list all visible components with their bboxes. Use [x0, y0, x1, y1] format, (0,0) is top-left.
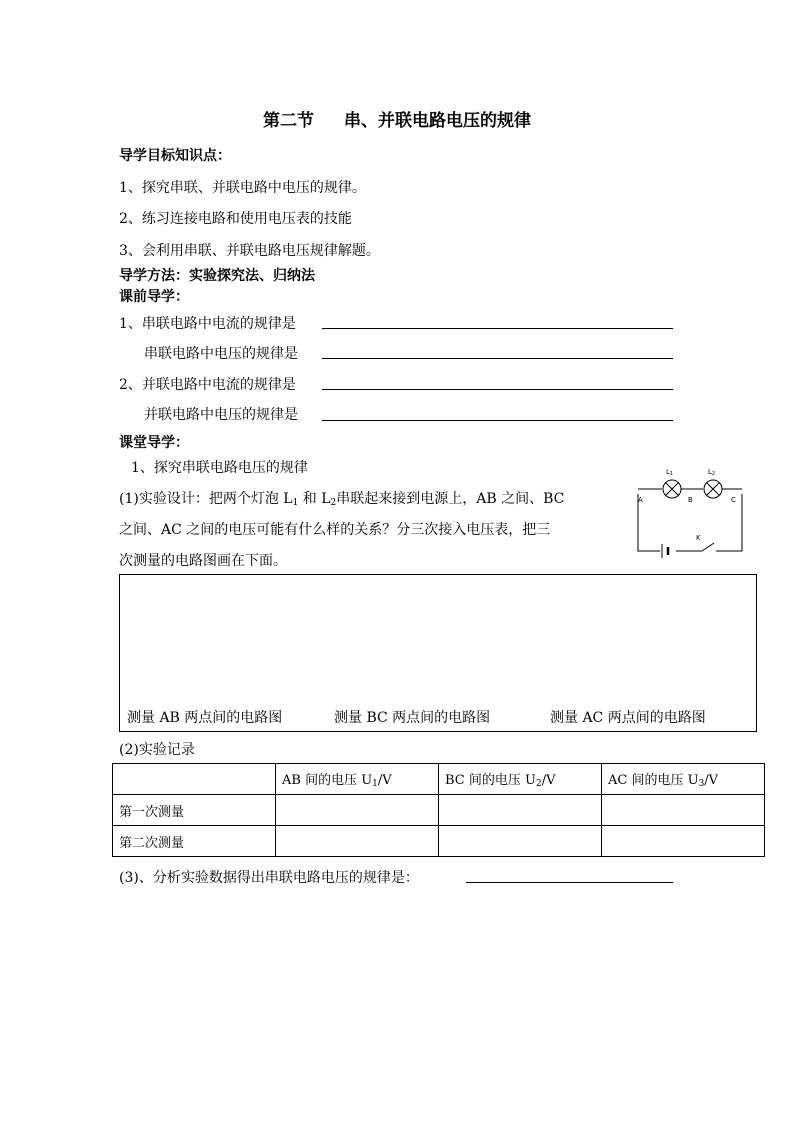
answer-blank[interactable]: [466, 882, 673, 883]
objective-item: 2、练习连接电路和使用电压表的技能: [119, 211, 352, 227]
drawbox-label: 测量 BC 两点间的电路图: [334, 710, 491, 726]
drawbox-label: 测量 AC 两点间的电路图: [550, 710, 706, 726]
svg-text:L2: L2: [708, 468, 716, 477]
table-row: [113, 826, 765, 857]
table-cell[interactable]: [276, 826, 439, 857]
table-cell[interactable]: [439, 826, 602, 857]
answer-blank[interactable]: [322, 420, 673, 421]
answer-blank[interactable]: [322, 328, 673, 329]
table-header-cell: AC 间的电压 $U_3/V$: [602, 764, 765, 795]
preclass-q2b: 并联电路中电压的规律是: [144, 407, 298, 423]
objective-item: 1、探究串联、并联电路中电压的规律。: [119, 180, 366, 196]
svg-text:A: A: [638, 496, 643, 504]
table-header-row: [113, 764, 765, 795]
table-row: [113, 795, 765, 826]
record-heading: (2)实验记录: [119, 742, 195, 758]
table-header-cell: [113, 764, 276, 795]
method-heading: 导学方法：实验探究法、归纳法: [119, 268, 315, 284]
classroom-heading: 课堂导学：: [119, 435, 189, 451]
row-label: 第二次测量: [113, 826, 276, 857]
analysis-question: (3)、分析实验数据得出串联电路电压的规律是：: [119, 870, 419, 886]
circuit-diagram: [630, 464, 750, 564]
preclass-q1b: 串联电路中电压的规律是: [144, 346, 298, 362]
table-cell[interactable]: [439, 795, 602, 826]
table-cell[interactable]: [602, 795, 765, 826]
svg-text:C: C: [731, 496, 736, 504]
svg-text:L1: L1: [666, 468, 674, 477]
table-cell[interactable]: [276, 795, 439, 826]
svg-text:K: K: [696, 534, 701, 542]
page-title: 第二节 串、并联电路电压的规律: [263, 111, 531, 131]
drawbox-label: 测量 AB 两点间的电路图: [127, 710, 283, 726]
row-label: 第一次测量: [113, 795, 276, 826]
preclass-heading: 课前导学：: [119, 289, 189, 305]
design-text: (1)实验设计：把两个灯泡 $L_1$ 和 $L_2$串联起来接到电源上，AB 之间、BC: [119, 491, 565, 508]
objective-item: 3、会利用串联、并联电路电压规律解题。: [119, 243, 380, 259]
preclass-q2a: 2、并联电路中电流的规律是: [119, 377, 296, 393]
preclass-q1a: 1、串联电路中电流的规律是: [119, 316, 296, 332]
answer-blank[interactable]: [322, 358, 673, 359]
answer-blank[interactable]: [322, 389, 673, 390]
objectives-heading: 导学目标知识点：: [119, 148, 231, 164]
svg-text:B: B: [688, 496, 693, 504]
table-header-cell: BC 间的电压 $U_2/V$: [439, 764, 602, 795]
record-table: [112, 763, 765, 857]
table-cell[interactable]: [602, 826, 765, 857]
section-heading: 1、探究串联电路电压的规律: [131, 460, 308, 476]
design-text: 之间、AC 之间的电压可能有什么样的关系？分三次接入电压表，把三: [119, 522, 551, 538]
table-header-cell: AB 间的电压 $U_1/V$: [276, 764, 439, 795]
design-text: 次测量的电路图画在下面。: [119, 553, 287, 569]
